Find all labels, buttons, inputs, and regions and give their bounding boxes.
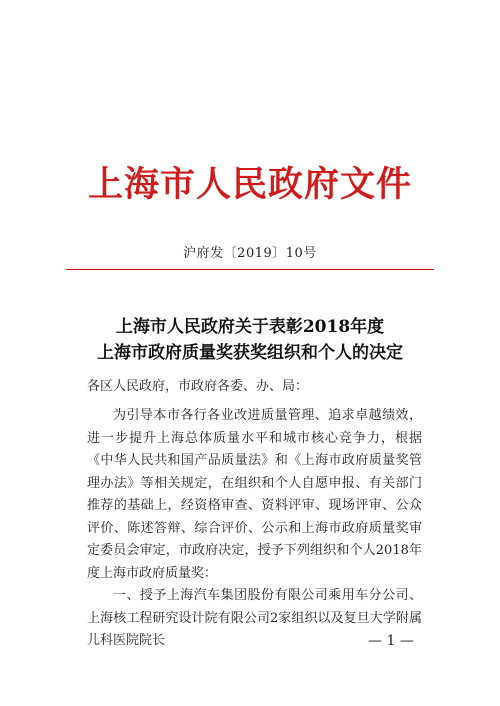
- body-paragraph: 为引导本市各行各业改进质量管理、追求卓越绩效，进一步提升上海总体质量水平和城市核心竞争力，根据《中华人民共和国产品质量法》和《上海市政府质量奖管理办法》等相关规定，在组织和个人自愿申报、有关部门推荐的基础上，经资格审查、资料评审、现场评审、公众评价、陈述答辩、综合评价、公示和上海市政府质量奖审定委员会审定，市政府决定，授予下列组织和个人2018年度上海市政府质量奖：: [87, 408, 422, 581]
- page-number: — 1 —: [368, 633, 414, 649]
- salutation: 各区人民政府，市政府各委、办、局：: [87, 379, 309, 394]
- document-body: [87, 405, 422, 653]
- document-heading-line-1: 上海市人民政府关于表彰2018年度: [115, 317, 385, 337]
- document-header-title: 上海市人民政府文件: [87, 164, 412, 205]
- red-divider-rule: [66, 269, 434, 270]
- document-heading: [0, 314, 500, 366]
- document-number: 沪府发〔2019〕10号: [183, 246, 317, 261]
- body-paragraph: 一、授予上海汽车集团股份有限公司乘用车分公司、上海核工程研究设计院有限公司2家组织以及复旦大学附属儿科医院院长: [87, 588, 422, 648]
- document-heading-line-2: 上海市政府质量奖获奖组织和个人的决定: [97, 343, 403, 363]
